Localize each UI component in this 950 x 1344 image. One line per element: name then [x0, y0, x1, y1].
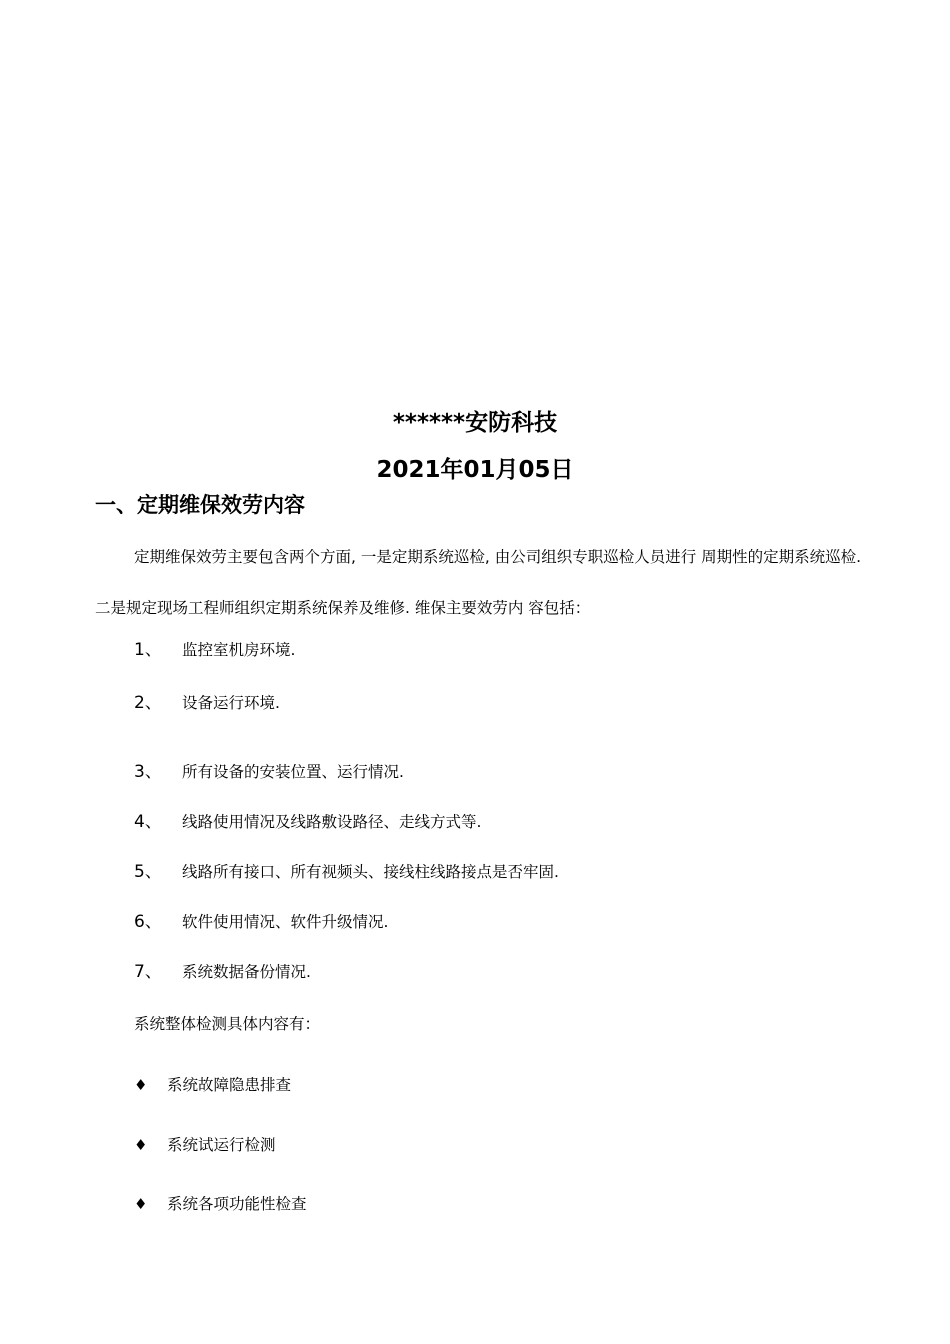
list-number: 1、 — [134, 640, 162, 660]
bullet-text: 系统故障隐患排查 — [167, 1076, 292, 1094]
bullet-item — [134, 1133, 276, 1157]
list-number: 7、 — [134, 962, 162, 982]
list-number: 5、 — [134, 862, 162, 882]
diamond-bullet-icon: ♦ — [134, 1136, 148, 1154]
section-heading: 一、定期维保效劳内容 — [95, 493, 305, 517]
bullet-text: 系统试运行检测 — [167, 1136, 276, 1154]
document-date: 2021年01月05日 — [376, 457, 574, 483]
list-item — [134, 860, 559, 884]
intro-paragraph: 定期维保效劳主要包含两个方面, 一是定期系统巡检, 由公司组织专职巡检人员进行 周期性的定期系统巡检. 二是规定现场工程师组织定期系统保养及维修. 维保主要效劳内 容包括： — [95, 548, 862, 617]
list-number: 4、 — [134, 812, 162, 832]
list-item — [134, 810, 481, 834]
company-name: ******安防科技 — [392, 410, 558, 436]
list-text: 所有设备的安装位置、运行情况. — [182, 763, 404, 781]
check-heading: 系统整体检测具体内容有： — [134, 1015, 321, 1033]
list-item — [134, 760, 404, 784]
list-number: 6、 — [134, 912, 162, 932]
diamond-bullet-icon: ♦ — [134, 1076, 148, 1094]
diamond-bullet-icon: ♦ — [134, 1195, 148, 1213]
list-text: 线路使用情况及线路敷设路径、走线方式等. — [182, 813, 482, 831]
list-item — [134, 910, 388, 934]
bullet-text: 系统各项功能性检查 — [167, 1195, 307, 1213]
list-text: 设备运行环境. — [182, 694, 280, 712]
list-item — [134, 960, 311, 984]
list-text: 监控室机房环境. — [182, 641, 296, 659]
list-number: 2、 — [134, 693, 162, 713]
list-item — [134, 691, 280, 715]
list-text: 系统数据备份情况. — [182, 963, 311, 981]
bullet-item — [134, 1073, 291, 1097]
list-item — [134, 638, 295, 662]
list-number: 3、 — [134, 762, 162, 782]
bullet-item — [134, 1192, 307, 1216]
list-text: 线路所有接口、所有视频头、接线柱线路接点是否牢固. — [182, 863, 559, 881]
list-text: 软件使用情况、软件升级情况. — [182, 913, 389, 931]
